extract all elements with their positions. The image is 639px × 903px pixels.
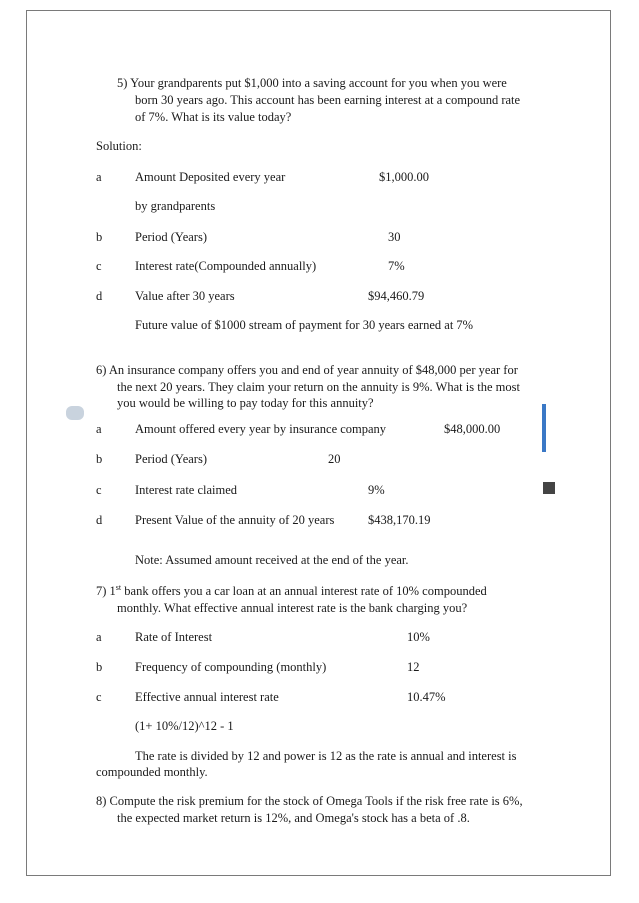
q5-row-a-label: Amount Deposited every year	[135, 170, 286, 184]
q5-row-b-value: 30	[388, 230, 401, 244]
q8-line-2: the expected market return is 12%, and Omega's stock has a beta of .8.	[117, 811, 470, 825]
q7-note-line-2: compounded monthly.	[96, 765, 208, 779]
q7-ordinal-suffix: st	[115, 583, 122, 592]
q7-row-a-key: a	[96, 630, 102, 644]
q5-line-1: 5) Your grandparents put $1,000 into a saving account for you when you were	[117, 76, 507, 90]
q6-row-c-label: Interest rate claimed	[135, 483, 238, 497]
q7-row-c-value: 10.47%	[407, 690, 446, 704]
q5-row-b-key: b	[96, 230, 103, 244]
q7-row-b-value: 12	[407, 660, 420, 674]
q5-row-d-value: $94,460.79	[368, 289, 425, 303]
q7-row-c-label: Effective annual interest rate	[135, 690, 279, 704]
q6-row-a-label: Amount offered every year by insurance company	[135, 422, 387, 436]
q6-line-3: you would be willing to pay today for this annuity?	[117, 396, 374, 410]
q6-line-1: 6) An insurance company offers you and end of year annuity of $48,000 per year for	[96, 363, 518, 377]
q7-number: 7) 1	[96, 584, 116, 598]
q6-row-b-key: b	[96, 452, 103, 466]
q7-row-b-label: Frequency of compounding (monthly)	[135, 660, 327, 674]
q7-row-a-label: Rate of Interest	[135, 630, 213, 644]
q6-row-b-value: 20	[328, 452, 341, 466]
q6-row-c-key: c	[96, 483, 102, 497]
q7-line-1-rest: bank offers you a car loan at an annual interest rate of 10% compounded	[121, 584, 487, 598]
q6-line-2: the next 20 years. They claim your return on the annuity is 9%. What is the most	[117, 380, 520, 394]
q5-row-b-label: Period (Years)	[135, 230, 207, 244]
q5-row-c-key: c	[96, 259, 102, 273]
q5-row-a-value: $1,000.00	[379, 170, 429, 184]
q5-row-c-label: Interest rate(Compounded annually)	[135, 259, 317, 273]
q7-formula: (1+ 10%/12)^12 - 1	[135, 719, 234, 733]
q6-row-b-label: Period (Years)	[135, 452, 207, 466]
left-edge-mark	[66, 406, 84, 420]
q7-row-b-key: b	[96, 660, 103, 674]
q5-row-d-key: d	[96, 289, 103, 303]
q6-row-d-key: d	[96, 513, 103, 527]
q5-line-2: born 30 years ago. This account has been earning interest at a compound rate	[135, 93, 521, 107]
q5-note: Future value of $1000 stream of payment for 30 years earned at 7%	[135, 318, 474, 332]
q6-note: Note: Assumed amount received at the end of the year.	[135, 553, 409, 567]
q5-row-a-key: a	[96, 170, 102, 184]
q6-row-d-value: $438,170.19	[368, 513, 431, 527]
q5-row-d-label: Value after 30 years	[135, 289, 235, 303]
q8-line-1: 8) Compute the risk premium for the stock of Omega Tools if the risk free rate is 6%,	[96, 794, 523, 808]
q7-line-2: monthly. What effective annual interest rate is the bank charging you?	[117, 601, 468, 615]
q6-row-a-key: a	[96, 422, 102, 436]
q5-row-a-label-cont: by grandparents	[135, 199, 216, 213]
q5-line-3: of 7%. What is its value today?	[135, 110, 292, 124]
q5-row-c-value: 7%	[388, 259, 405, 273]
q7-note-line-1: The rate is divided by 12 and power is 12 as the rate is annual and interest is	[135, 749, 517, 763]
q7-row-a-value: 10%	[407, 630, 430, 644]
q6-row-a-value: $48,000.00	[444, 422, 501, 436]
solution-label: Solution:	[96, 139, 142, 153]
q7-row-c-key: c	[96, 690, 102, 704]
q6-row-c-value: 9%	[368, 483, 385, 497]
q7-line-1	[96, 584, 487, 599]
right-arrow-mark	[543, 482, 555, 494]
right-edge-mark	[542, 404, 546, 452]
q6-row-d-label: Present Value of the annuity of 20 years	[135, 513, 335, 527]
